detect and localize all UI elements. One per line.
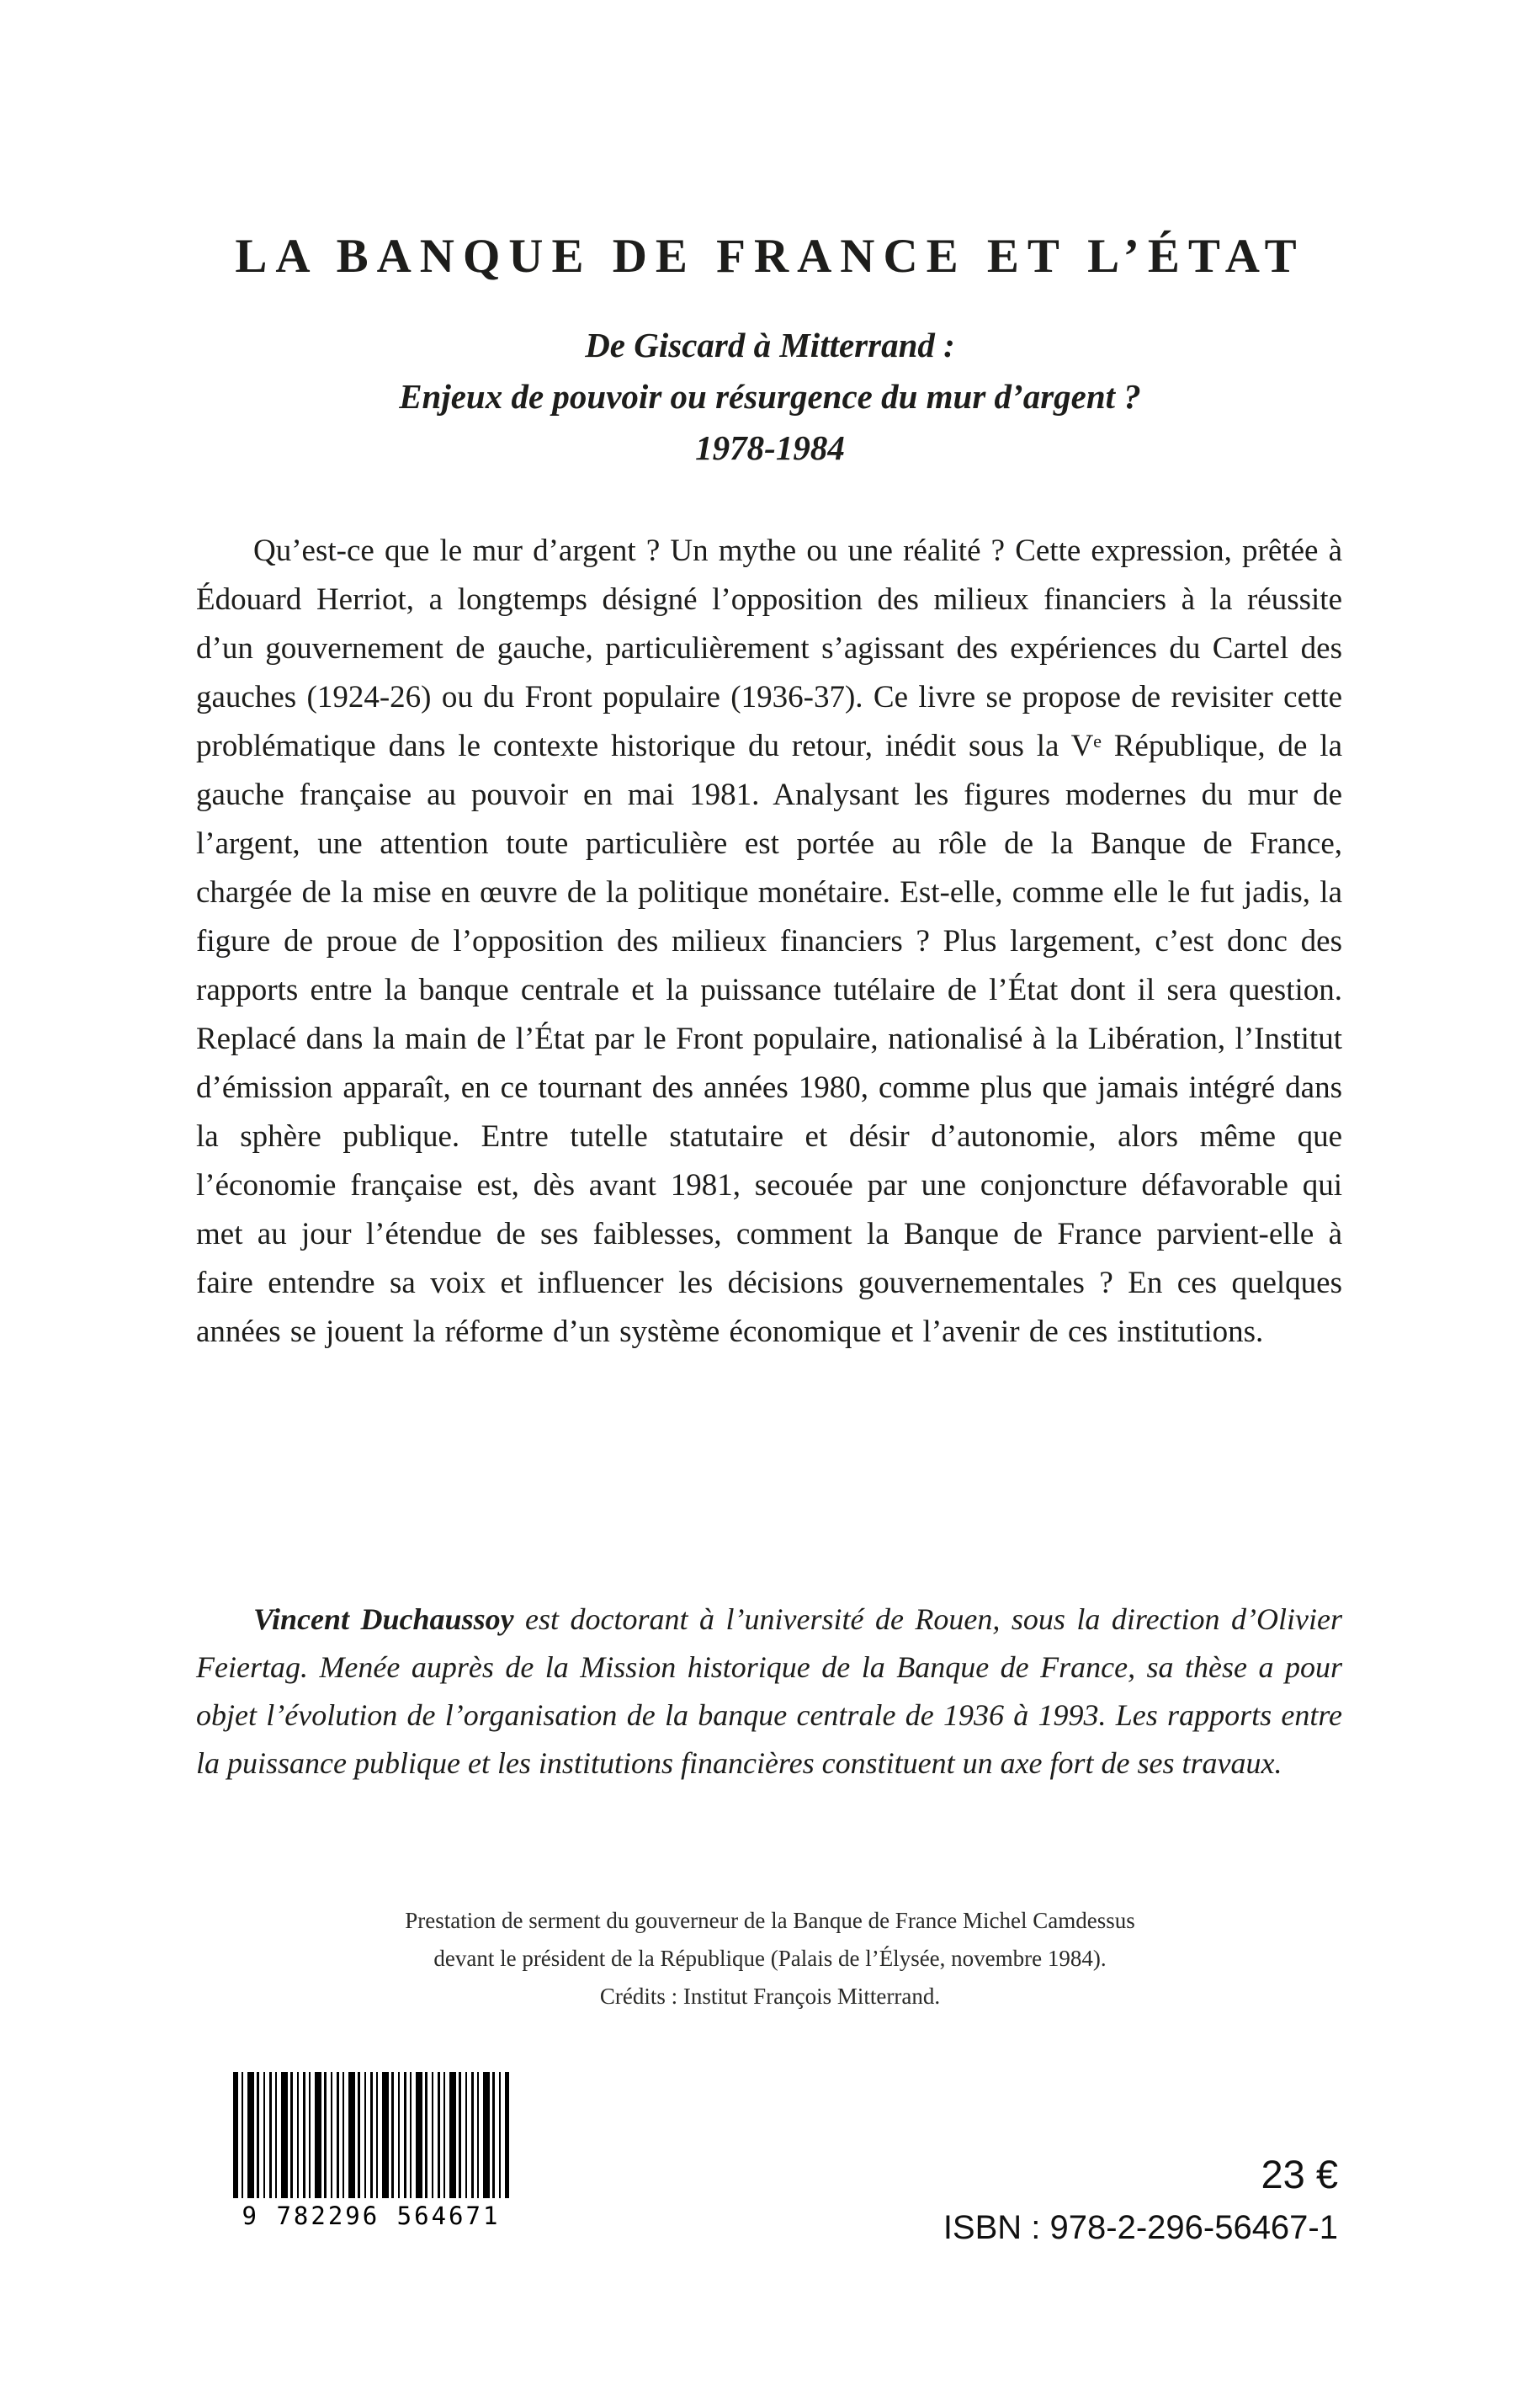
back-cover-text: Qu’est-ce que le mur d’argent ? Un mythe ou une réalité ? Cette expression, prêtée à Édouard Herriot, a longtemps désigné l’opposition des milieux financiers à la réussite d’un gouvernement de gauche, particulièrement s’agissant des expériences du Cartel des gauches (1924-26) ou du Front populaire (1936-37). Ce livre se propose de revisiter cette problématique dans le contexte historique du retour, inédit sous la Vᵉ République, de la gauche française au pouvoir en mai 1981. Analysant les figures modernes du mur de l’argent, une attention toute particulière est portée au rôle de la Banque de France, chargée de la mise en œuvre de la politique monétaire. Est-elle, comme elle le fut jadis, la figure de proue de l’opposition des milieux financiers ? Plus largement, c’est donc des rapports entre la banque centrale et la puissance tutélaire de l’État dont il sera question. Replacé dans la main de l’État par le Front populaire, nationalisé à la Libération, l’Institut d’émission apparaît, en ce tournant des années 1980, comme plus que jamais intégré dans la sphère publique. Entre tutelle statutaire et désir d’autonomie, alors même que l’économie française est, dès avant 1981, secouée par une conjoncture défavorable qui met au jour l’étendue de ses faiblesses, comment la Banque de France parvient-elle à faire entendre sa voix et influencer les décisions gouvernementales ? En ces quelques années se jouent la réforme d’un système économique et l’avenir de ces institutions.: [196, 534, 1342, 1349]
photo-credit: [0, 1902, 1540, 2016]
subtitle-line-1: De Giscard à Mitterrand :: [585, 326, 955, 364]
author-name: Vincent Duchaussoy: [253, 1602, 514, 1636]
book-subtitle: [0, 320, 1540, 474]
photo-credit-line-3: Crédits : Institut François Mitterrand.: [599, 1984, 941, 2009]
isbn: ISBN : 978-2-296-56467-1: [943, 2209, 1338, 2246]
photo-credit-line-2: devant le président de la République (Palais de l’Élysée, novembre 1984).: [433, 1946, 1107, 1971]
barcode-bars-icon: [233, 2072, 509, 2198]
price: 23 €: [1261, 2152, 1338, 2196]
photo-credit-line-1: Prestation de serment du gouverneur de la Banque de France Michel Camdessus: [405, 1908, 1135, 1933]
author-note-text: est doctorant à l’université de Rouen, sous la direction d’Olivier Feiertag. Menée auprès de la Mission historique de la Banque de France, sa thèse a pour objet l’évolution de l’organisation de la banque centrale de 1936 à 1993. Les rapports entre la puissance publique et les institutions financières constituent un axe fort de ses travaux.: [196, 1602, 1342, 1780]
barcode: [233, 2072, 509, 2230]
subtitle-line-2: Enjeux de pouvoir ou résurgence du mur d’argent ?: [399, 377, 1141, 416]
book-title: LA BANQUE DE FRANCE ET L’ÉTAT: [235, 230, 1305, 283]
barcode-number: 9 782296 564671: [242, 2202, 501, 2230]
pricing-block: [943, 2151, 1338, 2247]
author-note: [196, 1596, 1342, 1787]
subtitle-line-3: 1978-1984: [695, 428, 845, 467]
